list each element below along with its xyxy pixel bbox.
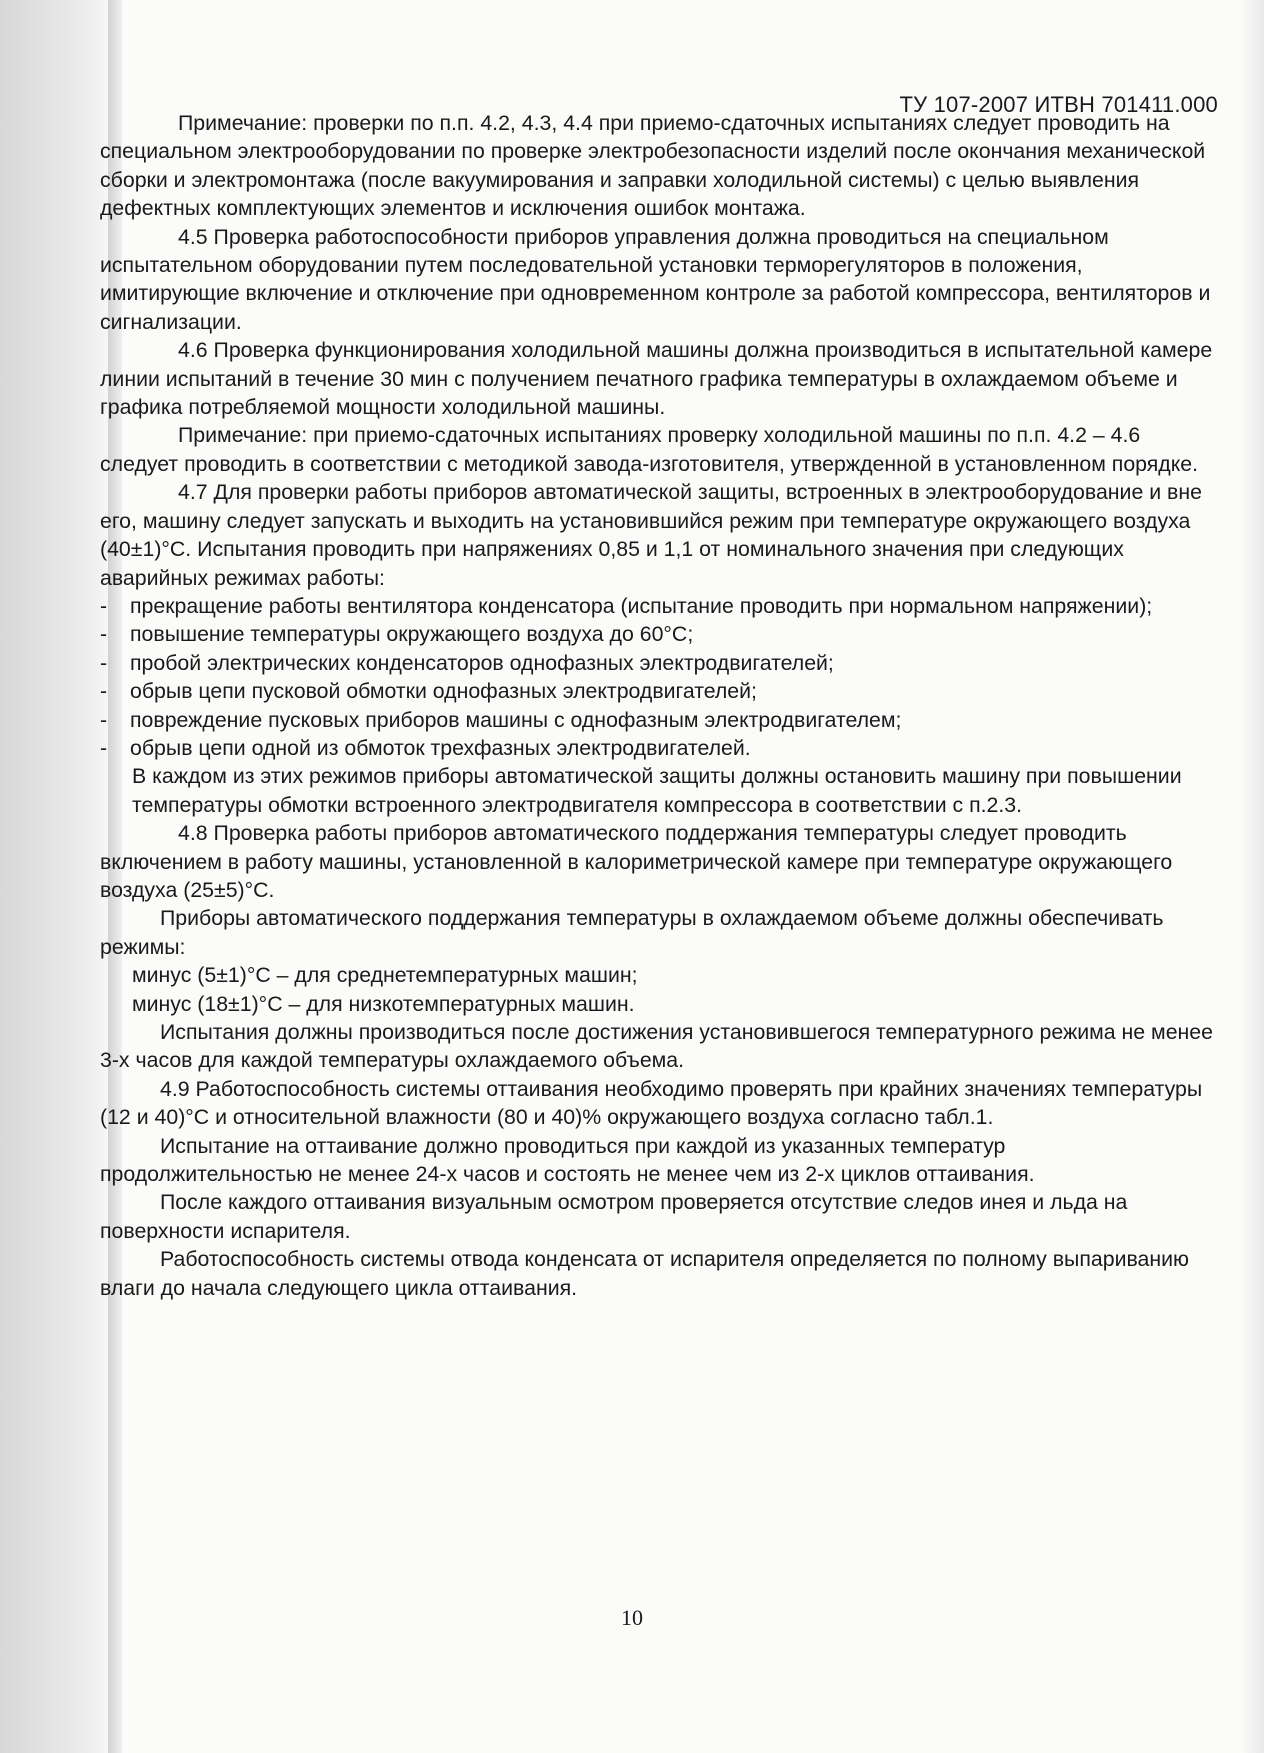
paragraph-4-5: 4.5 Проверка работоспособности приборов управления должна проводиться на специальном испытательном оборудовании путем последовательной установки терморегуляторов в положения, имитирующие включение и отключение при одновременном контроле за работой компрессора, вентиляторов и сигнализации. xyxy=(100,224,1211,334)
list-item: - повреждение пусковых приборов машины с однофазным электродвигателем; xyxy=(100,706,1220,734)
document-header: ТУ 107-2007 ИТВН 701411.000 xyxy=(899,92,1218,117)
after-list-paragraph: В каждом из этих режимов приборы автоматической защиты должны остановить машину при повышении температуры обмотки встроенного электродвигателя компрессора в соответствии с п.2.3. xyxy=(132,764,1182,817)
paragraph-4-8: 4.8 Проверка работы приборов автоматического поддержания температуры следует проводить включением в работу машины, установленной в калориметрической камере при температуре окружающего воздуха (25±5)°С. xyxy=(100,821,1173,902)
list-item: - прекращение работы вентилятора конденсатора (испытание проводить при нормальном напряжении); xyxy=(100,592,1220,620)
page-number: 10 xyxy=(621,1605,643,1630)
document-body xyxy=(100,109,1220,1302)
list-item: - обрыв цепи одной из обмоток трехфазных электродвигателей. xyxy=(100,734,1220,762)
paragraph-4-9: 4.9 Работоспособность системы оттаивания необходимо проверять при крайних значениях температуры (12 и 40)°С и относительной влажности (80 и 40)% окружающего воздуха согласно табл.1. xyxy=(100,1076,1203,1130)
list-item: - повышение температуры окружающего воздуха до 60°С; xyxy=(100,620,1220,648)
mode-line: минус (5±1)°С – для среднетемпературных машин; xyxy=(132,963,638,988)
paragraph-4-6: 4.6 Проверка функционирования холодильной машины должна производиться в испытательной камере линии испытаний в течение 30 мин с получением печатного графика температуры в охлаждаемом объеме и графика потребляемой мощности холодильной машины. xyxy=(100,338,1213,420)
paragraph-4-9-condensate: Работоспособность системы отвода конденсата от испарителя определяется по полному выпариванию влаги до начала следующего цикла оттаивания. xyxy=(100,1247,1190,1300)
list-item: - обрыв цепи пусковой обмотки однофазных электродвигателей; xyxy=(100,677,1220,705)
binding-shadow xyxy=(0,0,112,1753)
paragraph-4-8-tests: Испытания должны производиться после достижения установившегося температурного режима не менее 3-х часов для каждой температуры охлаждаемого объема. xyxy=(100,1020,1213,1073)
page-right-edge xyxy=(1244,0,1264,1753)
note-paragraph-1: Примечание: проверки по п.п. 4.2, 4.3, 4.4 при приемо-сдаточных испытаниях следует проводить на специальном электрооборудовании по проверке электробезопасности изделий после окончания механической сборки и электромонтажа (после вакуумирования и заправки холодильной системы) с целью выявления дефектных комплектующих элементов и исключения ошибок монтажа. xyxy=(100,111,1206,221)
paragraph-4-9-inspection: После каждого оттаивания визуальным осмотром проверяется отсутствие следов инея и льда на поверхности испарителя. xyxy=(100,1190,1128,1243)
paragraph-4-7: 4.7 Для проверки работы приборов автоматической защиты, встроенных в электрооборудование и вне его, машину следует запускать и выходить на установившийся режим при температуре окружающего воздуха (40±1)°С. Испытания проводить при напряжениях 0,85 и 1,1 от номинального значения при следующих аварийных режимах работы: xyxy=(100,480,1202,590)
mode-line: минус (18±1)°С – для низкотемпературных машин. xyxy=(132,991,635,1016)
emergency-modes-list xyxy=(100,592,1220,762)
note-paragraph-2: Примечание: при приемо-сдаточных испытаниях проверку холодильной машины по п.п. 4.2 – 4.6 следует проводить в соответствии с методикой завода-изготовителя, утвержденной в установленном порядке. xyxy=(100,423,1199,476)
paragraph-4-9-defrost-test: Испытание на оттаивание должно проводиться при каждой из указанных температур продолжительностью не менее 24-х часов и состоять не менее чем из 2-х циклов оттаивания. xyxy=(100,1133,1035,1187)
list-item: - пробой электрических конденсаторов однофазных электродвигателей; xyxy=(100,649,1220,677)
paragraph-4-8-modes-intro: Приборы автоматического поддержания температуры в охлаждаемом объеме должны обеспечивать режимы: xyxy=(100,906,1164,959)
